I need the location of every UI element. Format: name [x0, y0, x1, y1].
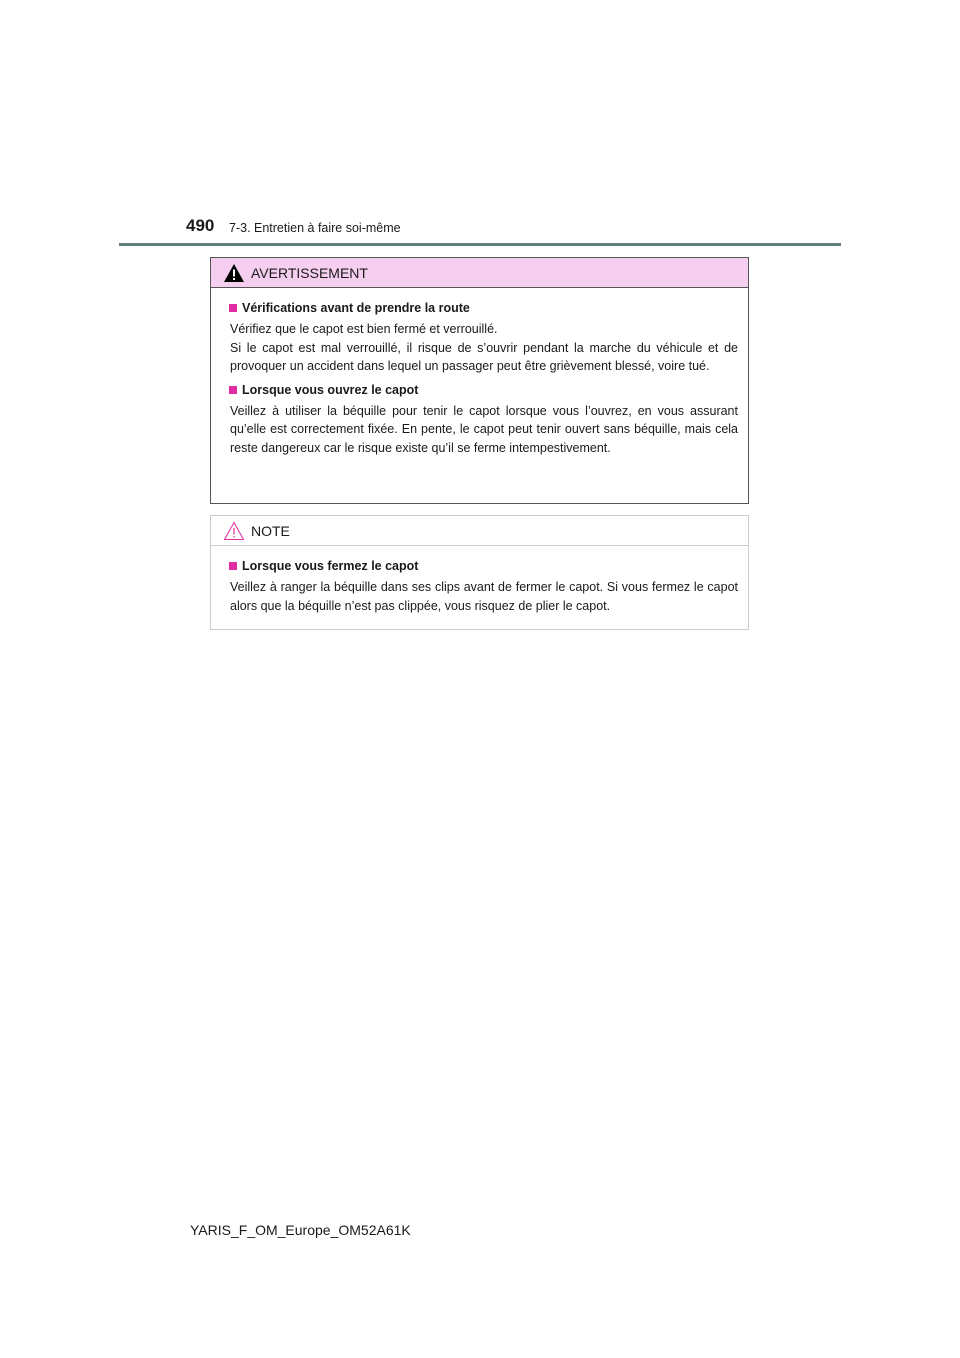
- paragraph: Veillez à utiliser la béquille pour tenir le capot lorsque vous l’ouvrez, en vous assurant qu’elle est correctement fixée. En pente, le capot peut tenir ouvert sans béquille, mais cela reste dangereux car le risque existe qu’il se ferme intempestivement.: [230, 403, 738, 455]
- warning-body: [211, 288, 748, 457]
- note-body: [211, 546, 748, 615]
- note-box: [210, 515, 749, 630]
- note-item-title: [229, 558, 738, 574]
- note-item-title-text: Lorsque vous fermez le capot: [242, 559, 419, 573]
- section-title: 7-3. Entretien à faire soi-même: [229, 221, 401, 235]
- warning-title: AVERTISSEMENT: [251, 264, 368, 281]
- header-rule: [119, 243, 841, 246]
- warning-item-title-text: Lorsque vous ouvrez le capot: [242, 382, 419, 397]
- warning-triangle-icon: [223, 263, 245, 283]
- warning-item-text: [229, 402, 738, 458]
- paragraph: Si le capot est mal verrouillé, il risque de s’ouvrir pendant la marche du véhicule et de provoquer un accident dans lequel un passager peut être grièvement blessé, voire tué.: [230, 340, 738, 373]
- note-item: [229, 558, 738, 615]
- note-header: [211, 516, 748, 546]
- warning-item-title-text: Vérifications avant de prendre la route: [242, 301, 470, 315]
- warning-box: [210, 257, 749, 504]
- warning-item-title: [229, 300, 738, 316]
- warning-item: [229, 382, 738, 458]
- page-number: 490: [186, 216, 215, 235]
- square-bullet-icon: [229, 386, 237, 394]
- footer-doc-id: YARIS_F_OM_Europe_OM52A61K: [190, 1222, 411, 1238]
- warning-item-text: [229, 320, 738, 376]
- note-item-text: [229, 578, 738, 615]
- paragraph: Veillez à ranger la béquille dans ses clips avant de fermer le capot. Si vous fermez le capot alors que la béquille n’est pas clippée, vous risquez de plier le capot.: [230, 580, 738, 613]
- caution-triangle-icon: [223, 521, 245, 541]
- note-title: NOTE: [251, 522, 290, 539]
- warning-header: [211, 258, 748, 288]
- warning-item-title: [229, 382, 738, 398]
- warning-item: [229, 300, 738, 376]
- square-bullet-icon: [229, 304, 237, 312]
- square-bullet-icon: [229, 562, 237, 570]
- paragraph: Vérifiez que le capot est bien fermé et verrouillé.: [230, 322, 498, 336]
